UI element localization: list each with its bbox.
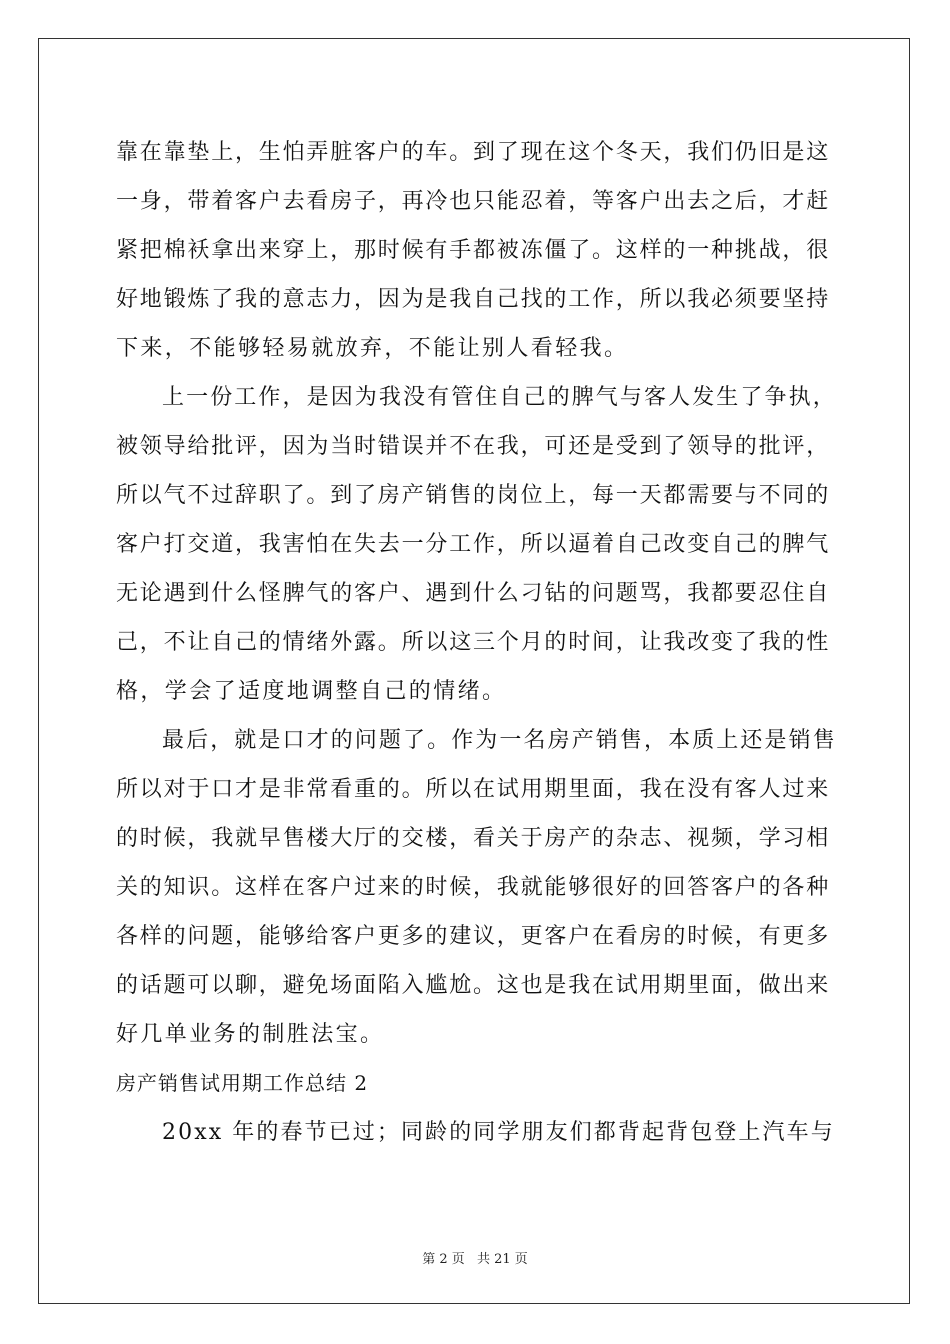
body-line: 关的知识。这样在客户过来的时候，我就能够很好的回答客户的各种 (116, 875, 831, 900)
body-line: 被领导给批评，因为当时错误并不在我，可还是受到了领导的批评， (116, 434, 831, 459)
page-total: 共 21 页 (476, 1252, 528, 1267)
body-line: 的时候，我就早售楼大厅的交楼，看关于房产的杂志、视频，学习相 (116, 826, 831, 851)
body-line: 一身，带着客户去看房子，再冷也只能忍着，等客户出去之后，才赶 (116, 189, 831, 214)
body-line: 无论遇到什么怪脾气的客户、遇到什么刁钻的问题骂，我都要忍住自 (116, 581, 831, 606)
body-line: 己，不让自己的情绪外露。所以这三个月的时间，让我改变了我的性 (116, 630, 831, 655)
document-body (116, 128, 836, 1157)
page-footer (0, 1248, 950, 1267)
paragraph-first-line: 最后，就是口才的问题了。作为一名房产销售，本质上还是销售 (162, 728, 837, 753)
body-line: 所以对于口才是非常看重的。所以在试用期里面，我在没有客人过来 (116, 777, 831, 802)
paragraph-first-line: 上一份工作，是因为我没有管住自己的脾气与客人发生了争执， (162, 385, 837, 410)
body-line: 的话题可以聊，避免场面陷入尴尬。这也是我在试用期里面，做出来 (116, 973, 831, 998)
body-line: 格，学会了适度地调整自己的情绪。 (116, 679, 507, 704)
body-line: 所以气不过辞职了。到了房产销售的岗位上，每一天都需要与不同的 (116, 483, 831, 508)
body-line: 紧把棉袄拿出来穿上，那时候有手都被冻僵了。这样的一种挑战，很 (116, 238, 831, 263)
body-line: 好几单业务的制胜法宝。 (116, 1022, 385, 1047)
page-number: 第 2 页 (422, 1252, 465, 1267)
body-line: 靠在靠垫上，生怕弄脏客户的车。到了现在这个冬天，我们仍旧是这 (116, 140, 831, 165)
body-line: 下来，不能够轻易就放弃，不能让别人看轻我。 (116, 336, 629, 361)
section-title: 房产销售试用期工作总结 2 (116, 1071, 369, 1095)
paragraph-first-line: 20xx 年的春节已过；同龄的同学朋友们都背起背包登上汽车与 (162, 1120, 835, 1145)
body-line: 客户打交道，我害怕在失去一分工作，所以逼着自己改变自己的脾气 (116, 532, 831, 557)
body-line: 好地锻炼了我的意志力，因为是我自己找的工作，所以我必须要坚持 (116, 287, 831, 312)
body-line: 各样的问题，能够给客户更多的建议，更客户在看房的时候，有更多 (116, 924, 831, 949)
